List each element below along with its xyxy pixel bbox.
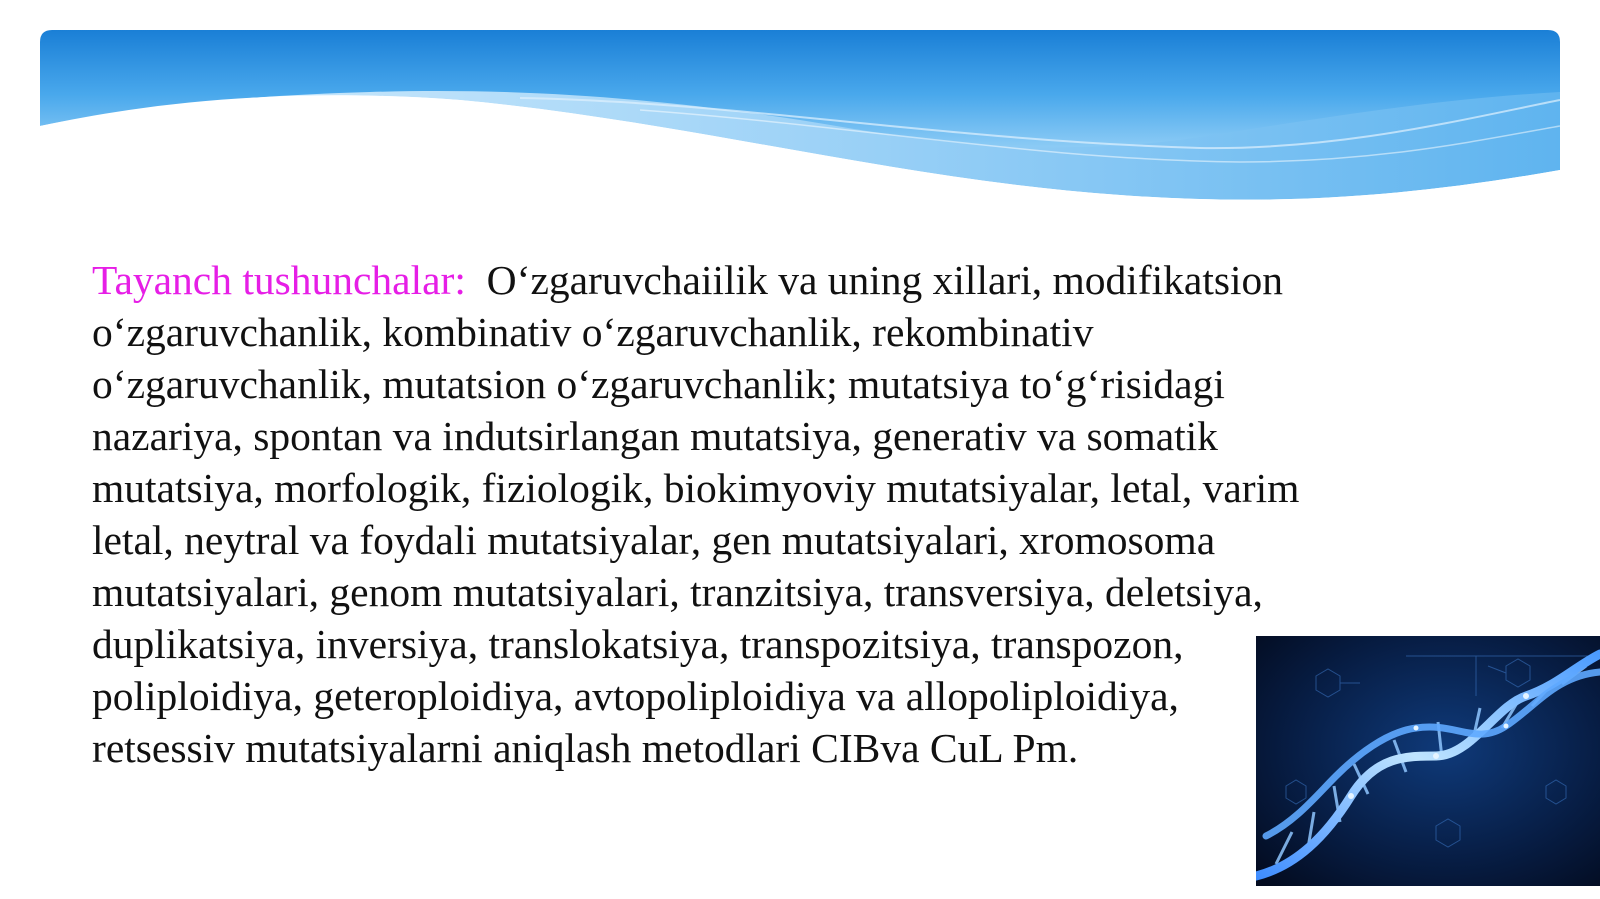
text-line: retsessiv mutatsiyalarni aniqlash metodlari CIBva CuL Pm. <box>92 725 1079 771</box>
text-line: o‘zgaruvchanlik, mutatsion o‘zgaruvchanlik; mutatsiya to‘g‘risidagi <box>92 361 1225 407</box>
text-line: nazariya, spontan va indutsirlangan mutatsiya, generativ va somatik <box>92 413 1218 459</box>
text-line: poliploidiya, geteroploidiya, avtopoliploidiya va allopoliploidiya, <box>92 673 1179 719</box>
key-concepts-label: Tayanch tushunchalar: <box>92 257 466 303</box>
text-line: duplikatsiya, inversiya, translokatsiya, transpozitsiya, transpozon, <box>92 621 1184 667</box>
text-line-content: O‘zgaruvchaiilik va uning xillari, modifikatsion <box>486 257 1284 303</box>
text-line: o‘zgaruvchanlik, kombinativ o‘zgaruvchanlik, rekombinativ <box>92 309 1094 355</box>
key-concepts-text <box>92 254 1422 774</box>
text-line <box>92 254 1422 306</box>
dna-helix-image <box>1256 636 1600 886</box>
text-line: letal, neytral va foydali mutatsiyalar, gen mutatsiyalari, xromosoma <box>92 517 1216 563</box>
text-line: mutatsiyalari, genom mutatsiyalari, tranzitsiya, transversiya, deletsiya, <box>92 569 1263 615</box>
text-line: mutatsiya, morfologik, fiziologik, biokimyoviy mutatsiyalar, letal, varim <box>92 465 1300 511</box>
wave-banner <box>40 30 1560 210</box>
